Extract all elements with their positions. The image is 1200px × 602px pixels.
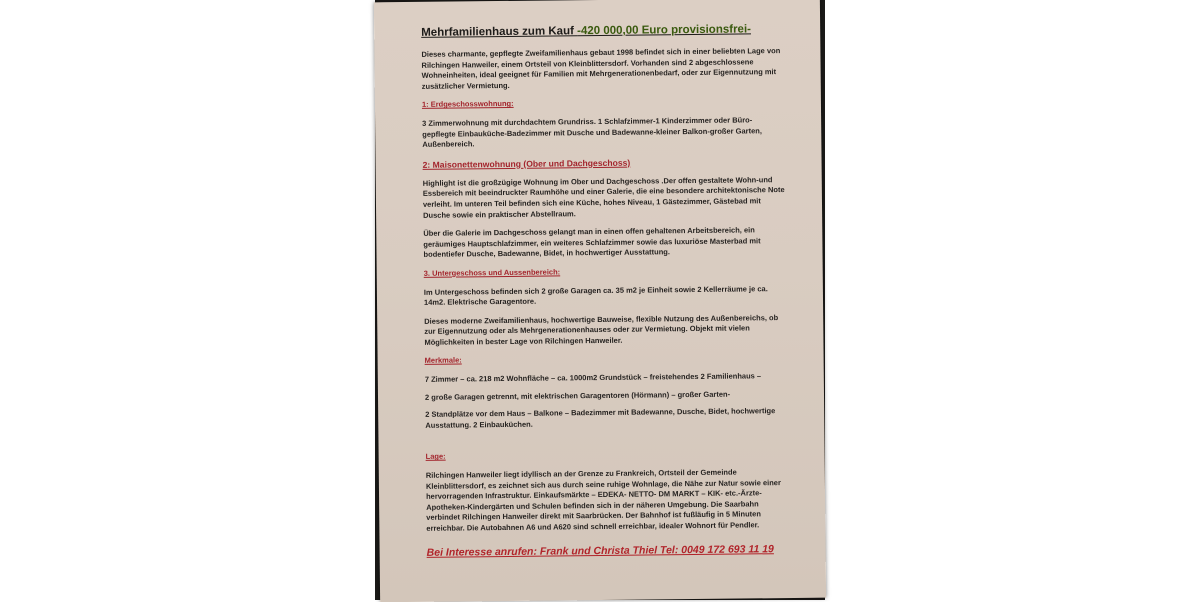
section3-heading: 3. Untergeschoss und Aussenbereich:	[423, 267, 561, 278]
section3-text1: Im Untergeschoss befinden sich 2 große Garagen ca. 35 m2 je Einheit sowie 2 Kellerräume je ca. 14m2. Elektrische Garagentore.	[423, 283, 768, 307]
title-main: Mehrfamilienhaus zum Kauf	[421, 25, 578, 39]
intro-paragraph: Dieses charmante, gepflegte Zweifamilienhaus gebaut 1998 befindet sich in einer beliebten Lage von Rilchingen Hanweiler, einem Ortsteil von Kleinblittersdorf. Vorhanden sind 2 abgeschlossene Wohneinheiten, ideal geeignet für Familien mit Mehrgenerationenbedarf, oder zur Eigennutzung mit zusätzlicher Vermietung.	[421, 46, 781, 91]
title-price: -420 000,00 Euro provisionsfrei-	[577, 23, 752, 38]
section3-text2: Dieses moderne Zweifamilienhaus, hochwertige Bauweise, flexible Nutzung des Außenbereichs, ob zur Eigennutzung oder als Mehrgenerationenhauses oder zur Vermietung. Objekt mit vielen Möglichkeiten in bester Lage von Rilchingen Hanweiler.	[424, 312, 779, 347]
section2-text2: Über die Galerie im Dachgeschoss gelangt man in einen offen gehaltenen Arbeitsbereich, ein geräumiges Hauptschlafzimmer, ein weiteres Schlafzimmer sowie das luxuriöse Masterbad mit bodentiefer Dusche, Badewanne, Bidet, in hochwertiger Ausstattung.	[423, 225, 761, 260]
feature-item: 2 große Garagen getrennt, mit elektrischen Garagentoren (Hörmann) – großer Garten-	[424, 389, 731, 402]
location-text: Rilchingen Hanweiler liegt idyllisch an der Grenze zu Frankreich, Ortsteil der Gemeinde Kleinblittersdorf, es zeichnet sich aus durch seine ruhige Wohnlage, die Nähe zur Natur sowie einer hervorragenden Infrastruktur. Einkaufsmärkte – EDEKA- NETTO- DM MARKT – KIK- etc.-Ärzte-Apotheken-Kindergärten und Schulen befinden sich in der näheren Umgebung. Die Saarbahn verbindet Rilchingen Hanweiler direkt mit Saarbrücken. Der Bahnhof ist fußläufig in 5 Minuten erreichbar. Die Autobahnen A6 und A620 sind schnell erreichbar, idealer Wohnort für Pendler.	[425, 467, 781, 533]
section1-heading: 1: Erdgeschosswohnung:	[421, 99, 514, 110]
document-title	[421, 22, 783, 40]
paper-sheet	[374, 0, 826, 602]
section2-text1: Highlight ist die großzügige Wohnung im Ober und Dachgeschoss .Der offen gestaltete Wohn-und Essbereich mit beeindruckter Raumhöhe und einer Galerie, die eine besondere architektonische Note verleiht. Im unteren Teil befinden sich eine Küche, hohes Niveau, 1 Gästezimmer, Gästebad mit Dusche sowie ein praktischer Abstellraum.	[422, 174, 785, 220]
feature-item: 2 Standplätze vor dem Haus – Balkone – Badezimmer mit Badewanne, Dusche, Bidet, hochwertige Ausstattung. 2 Einbauküchen.	[425, 406, 776, 430]
location-heading: Lage:	[425, 452, 446, 462]
feature-item: 7 Zimmer – ca. 218 m2 Wohnfläche – ca. 1000m2 Grundstück – freistehendes 2 Familienhaus –	[424, 371, 762, 384]
features-heading: Merkmale:	[424, 355, 462, 366]
contact-line: Bei Interesse anrufen: Frank und Christa Thiel Tel: 0049 172 693 11 19	[426, 542, 774, 559]
document-content	[421, 18, 789, 559]
section1-text: 3 Zimmerwohnung mit durchdachtem Grundriss. 1 Schlafzimmer-1 Kinderzimmer oder Büro-gepflegte Einbauküche-Badezimmer mit Dusche und Badewanne-kleiner Balkon-großer Garten, Außenbereich.	[422, 115, 762, 150]
section2-heading: 2: Maisonettenwohnung (Ober und Dachgeschoss)	[422, 157, 631, 170]
